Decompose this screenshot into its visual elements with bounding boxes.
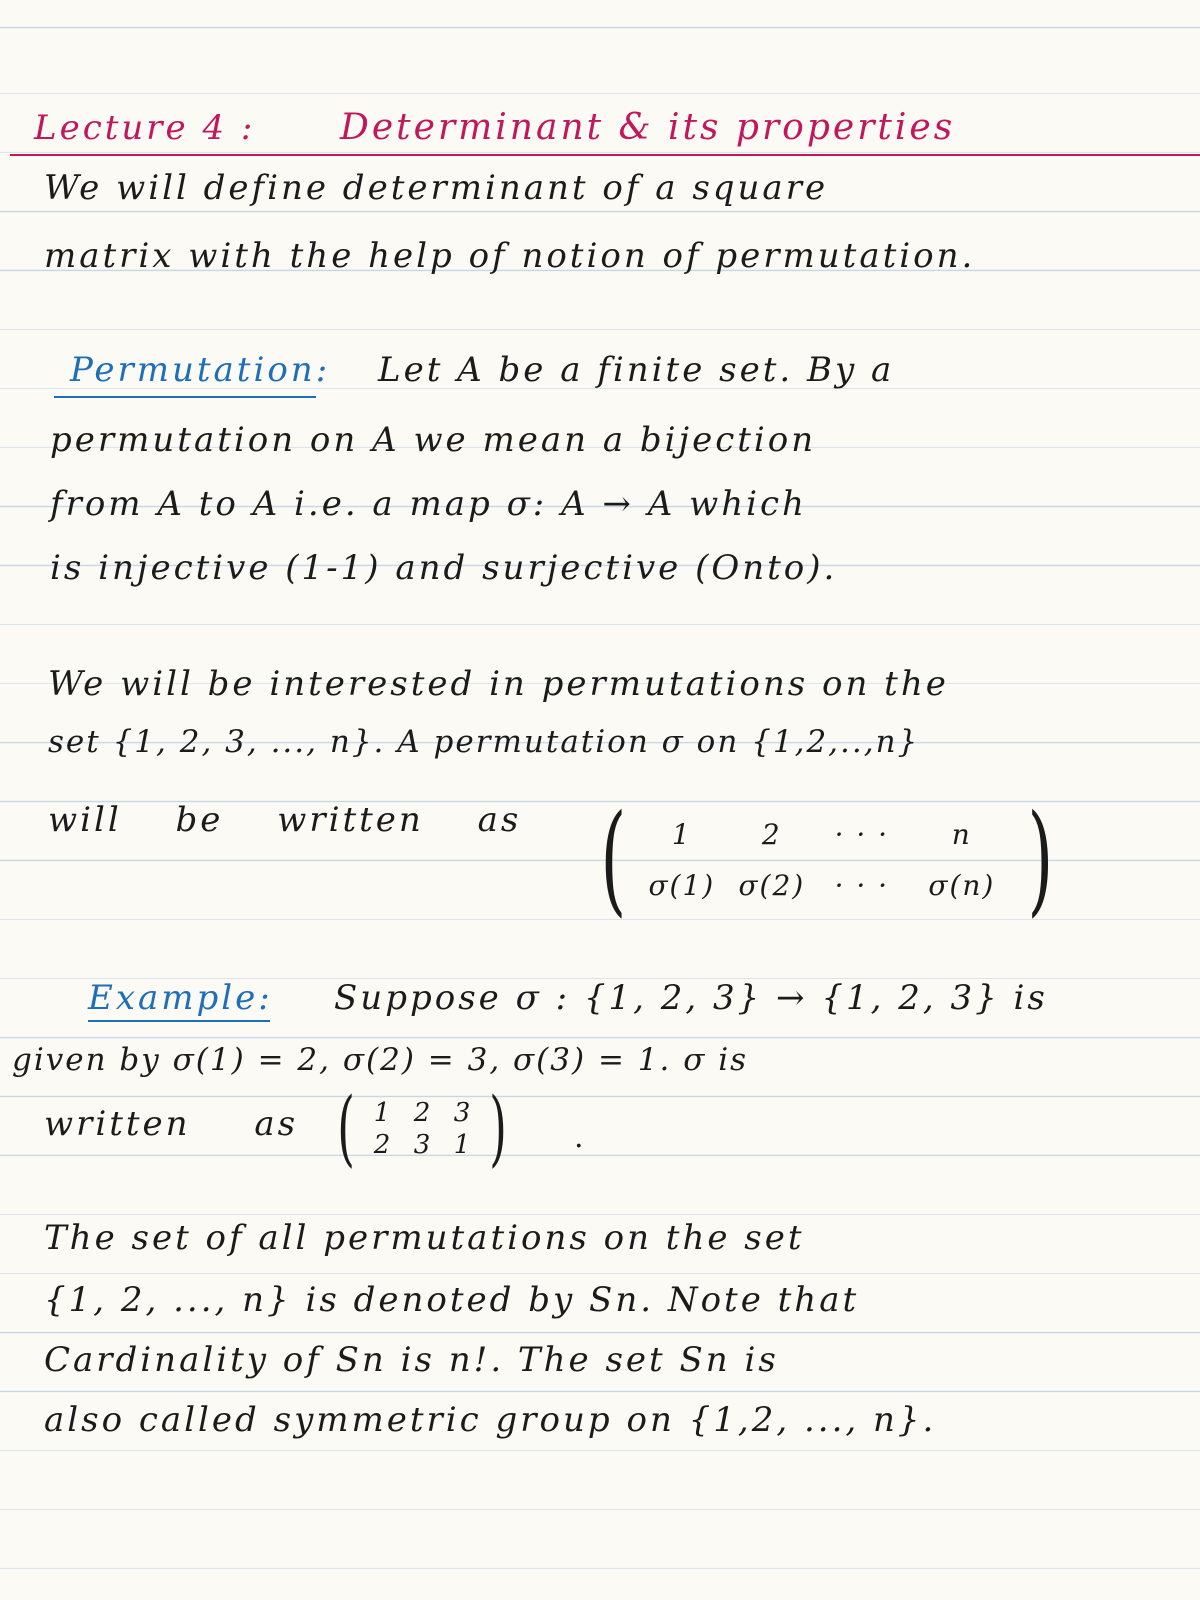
example-line-1: Suppose σ : {1, 2, 3} → {1, 2, 3} is: [334, 978, 1048, 1018]
right-paren: ): [489, 1081, 507, 1176]
example-matrix: [330, 1081, 514, 1176]
matrix-bottom-4: σ(n): [928, 869, 996, 902]
lecture-label: Lecture 4 :: [34, 108, 256, 148]
example-heading-underline: [88, 1020, 270, 1022]
intro-line-2: matrix with the help of notion of permutation.: [44, 236, 976, 276]
matrix-bottom-2: σ(2): [738, 869, 806, 902]
permutation-heading: Permutation:: [70, 350, 331, 390]
intro-line-1: We will define determinant of a square: [44, 168, 829, 208]
left-paren: (: [337, 1081, 355, 1176]
notation-line-1: We will be interested in permutations on the: [48, 664, 949, 704]
example-bottom-2: 3: [413, 1130, 431, 1160]
permutation-line-2: permutation on A we mean a bijection: [50, 420, 817, 460]
matrix-top-1: 1: [671, 818, 692, 851]
matrix-top-3: · · ·: [834, 818, 890, 851]
example-heading: Example:: [88, 978, 273, 1018]
example-top-3: 3: [453, 1098, 471, 1128]
matrix-top-2: 2: [761, 818, 782, 851]
example-line-3: written as: [44, 1104, 299, 1144]
lecture-topic: Determinant & its properties: [340, 107, 956, 148]
matrix-top-4: n: [951, 818, 972, 851]
left-paren: (: [600, 790, 627, 929]
symmetric-line-1: The set of all permutations on the set: [44, 1218, 805, 1258]
notation-line-3: will be written as: [48, 800, 522, 840]
example-bottom-1: 2: [373, 1130, 391, 1160]
example-top-1: 1: [373, 1098, 391, 1128]
example-bottom-3: 1: [453, 1130, 471, 1160]
permutation-general-matrix: [590, 790, 1064, 929]
title-rule: [10, 154, 1200, 156]
permutation-line-4: is injective (1-1) and surjective (Onto).: [50, 548, 838, 588]
notation-line-2: set {1, 2, 3, ..., n}. A permutation σ on {1,2,..,n}: [48, 724, 920, 760]
symmetric-line-4: also called symmetric group on {1,2, ..., n}.: [44, 1400, 937, 1440]
matrix-bottom-3: · · ·: [834, 869, 890, 902]
permutation-heading-underline: [54, 396, 316, 398]
example-top-2: 2: [413, 1098, 431, 1128]
example-matrix-period: .: [574, 1120, 584, 1155]
symmetric-line-3: Cardinality of Sn is n!. The set Sn is: [44, 1340, 779, 1380]
right-paren: ): [1027, 790, 1054, 929]
example-line-2: given by σ(1) = 2, σ(2) = 3, σ(3) = 1. σ is: [12, 1042, 749, 1078]
matrix-bottom-1: σ(1): [648, 869, 716, 902]
permutation-line-1: Let A be a finite set. By a: [378, 350, 895, 390]
permutation-line-3: from A to A i.e. a map σ: A → A which: [50, 484, 807, 524]
symmetric-line-2: {1, 2, ..., n} is denoted by Sn. Note that: [44, 1280, 860, 1320]
